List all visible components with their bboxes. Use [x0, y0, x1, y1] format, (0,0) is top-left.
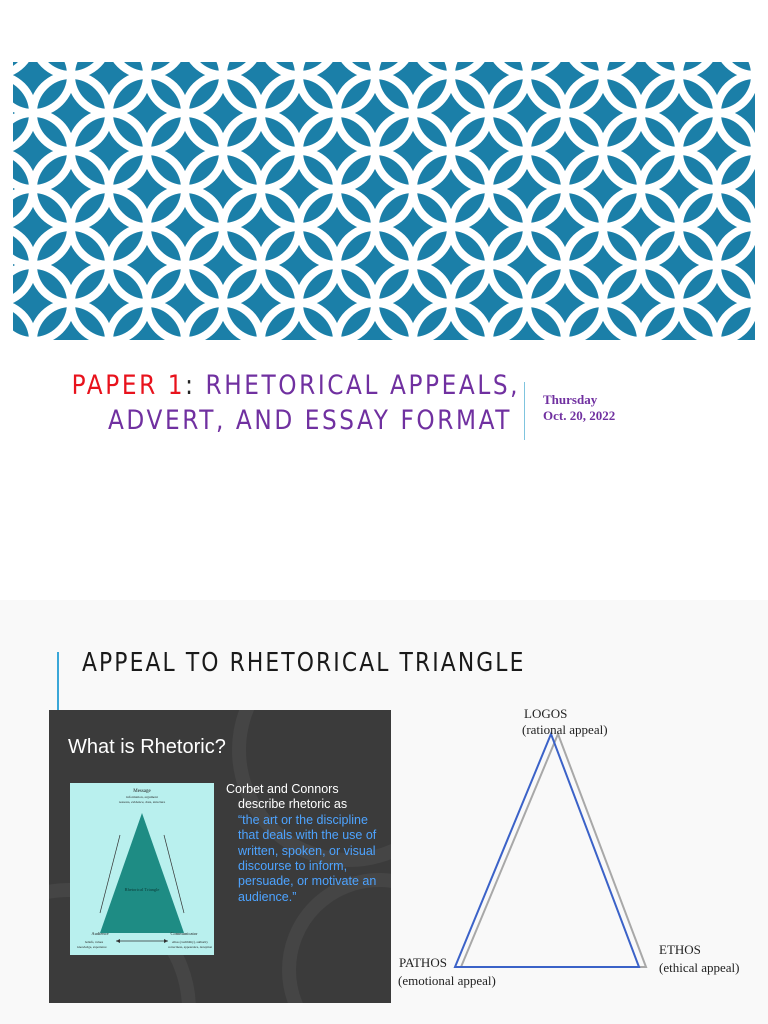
- slide-date: [543, 392, 615, 424]
- what-is-rhetoric-image: [49, 710, 391, 1003]
- logos-label: LOGOS: [524, 706, 568, 721]
- diagram-message-label: Message: [133, 789, 151, 794]
- rhetorical-triangle-diagram: [395, 700, 655, 980]
- diagram-audience-label: Audience: [91, 931, 109, 936]
- diagram-message-sub2: reasons, evidence, data, structure: [118, 800, 166, 804]
- title-colon: :: [185, 370, 196, 401]
- decorative-pattern-banner: [13, 62, 755, 340]
- title-line-2: ADVERT, AND ESSAY FORMAT: [107, 405, 512, 436]
- pathos-label: PATHOS: [399, 955, 447, 970]
- diagram-audience-sub2: knowledge, experience: [77, 945, 107, 949]
- date-full: Oct. 20, 2022: [543, 408, 616, 423]
- heading-accent-bar: [57, 652, 59, 710]
- logos-sub-label: (rational appeal): [522, 722, 608, 737]
- title-divider: [524, 382, 525, 440]
- diagram-audience-sub1: beliefs, values: [84, 940, 104, 944]
- title-paper-number: PAPER 1: [71, 370, 186, 401]
- rhetorical-triangle-slide: [0, 600, 768, 1024]
- diagram-communicator-sub1: ethos (credibility), authority: [172, 940, 208, 944]
- diagram-message-sub1: information, argument: [126, 795, 158, 799]
- diagram-communicator-label: Communicator: [170, 931, 198, 936]
- ethos-label: ETHOS: [659, 942, 701, 957]
- slide-title: [0, 368, 521, 438]
- diagram-communicator-sub2: correctness, appearance, deception: [167, 945, 213, 949]
- pathos-sub-label: (emotional appeal): [398, 973, 496, 988]
- title-line-1: [71, 368, 521, 403]
- ethos-sub-label: (ethical appeal): [659, 960, 740, 975]
- date-day: Thursday: [543, 392, 598, 407]
- title-line-1-text: RHETORICAL APPEALS,: [195, 370, 521, 401]
- rhetoric-definition: [226, 782, 386, 905]
- diagram-center-label: Rhetorical Triangle: [124, 887, 160, 892]
- rhetoric-diagram: [70, 783, 214, 955]
- definition-line-1: Corbet and Connors: [226, 782, 339, 796]
- definition-quote: “the art or the discipline that deals with the use of written, spoken, or visual discourse to inform, persuade, or motivate an audience.”: [238, 812, 377, 904]
- inset-title: What is Rhetoric?: [68, 736, 226, 758]
- definition-line-2: describe rhetoric as: [238, 797, 348, 812]
- slide-heading: APPEAL TO RHETORICAL TRIANGLE: [82, 648, 526, 678]
